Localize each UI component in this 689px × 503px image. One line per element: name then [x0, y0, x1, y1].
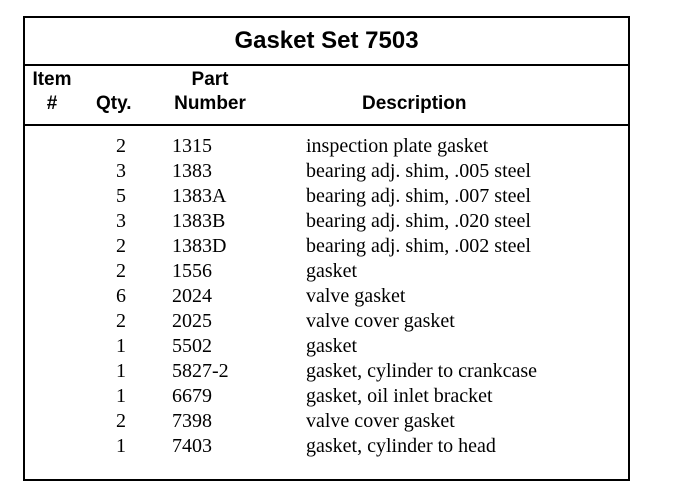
qty-cell: 2 [116, 135, 126, 157]
table-row [25, 184, 628, 209]
qty-cell: 5 [116, 185, 126, 207]
description-cell: valve gasket [306, 285, 406, 307]
header-qty: Qty. [96, 93, 132, 114]
header-part [165, 68, 255, 116]
table-row [25, 384, 628, 409]
qty-cell: 2 [116, 235, 126, 257]
description-cell: valve cover gasket [306, 410, 455, 432]
table-row [25, 134, 628, 159]
header-item [28, 68, 76, 116]
table-row [25, 284, 628, 309]
part-number-cell: 5502 [172, 335, 212, 357]
description-cell: valve cover gasket [306, 310, 455, 332]
qty-cell: 2 [116, 310, 126, 332]
description-cell: gasket [306, 335, 358, 357]
table-row [25, 159, 628, 184]
part-number-cell: 1383 [172, 160, 212, 182]
header-part-line1: Part [191, 69, 229, 90]
header-item-line2: # [46, 93, 58, 114]
part-number-cell: 7398 [172, 410, 212, 432]
description-cell: gasket, cylinder to head [306, 435, 496, 457]
table-body [25, 134, 628, 459]
qty-cell: 1 [116, 385, 126, 407]
qty-cell: 2 [116, 260, 126, 282]
part-number-cell: 1383D [172, 235, 227, 257]
table-row [25, 334, 628, 359]
description-cell: inspection plate gasket [306, 135, 489, 157]
header-description: Description [362, 93, 467, 114]
part-number-cell: 6679 [172, 385, 212, 407]
description-cell: bearing adj. shim, .005 steel [306, 160, 531, 182]
part-number-cell: 1315 [172, 135, 212, 157]
qty-cell: 3 [116, 160, 126, 182]
table-row [25, 434, 628, 459]
part-number-cell: 2025 [172, 310, 212, 332]
part-number-cell: 1556 [172, 260, 212, 282]
table-row [25, 259, 628, 284]
part-number-cell: 7403 [172, 435, 212, 457]
gasket-set-table [23, 16, 630, 481]
table-row [25, 309, 628, 334]
table-row [25, 409, 628, 434]
table-header [25, 66, 628, 126]
table-title: Gasket Set 7503 [25, 18, 628, 66]
description-cell: gasket, cylinder to crankcase [306, 360, 538, 382]
qty-cell: 3 [116, 210, 126, 232]
description-cell: bearing adj. shim, .002 steel [306, 235, 531, 257]
description-cell: bearing adj. shim, .020 steel [306, 210, 531, 232]
part-number-cell: 5827-2 [172, 360, 229, 382]
table-row [25, 234, 628, 259]
description-cell: bearing adj. shim, .007 steel [306, 185, 531, 207]
qty-cell: 1 [116, 435, 126, 457]
description-cell: gasket, oil inlet bracket [306, 385, 493, 407]
part-number-cell: 1383A [172, 185, 227, 207]
qty-cell: 1 [116, 335, 126, 357]
qty-cell: 6 [116, 285, 126, 307]
part-number-cell: 2024 [172, 285, 212, 307]
description-cell: gasket [306, 260, 358, 282]
header-part-line2: Number [174, 93, 246, 114]
header-item-line1: Item [32, 69, 72, 90]
part-number-cell: 1383B [172, 210, 226, 232]
qty-cell: 2 [116, 410, 126, 432]
table-row [25, 359, 628, 384]
qty-cell: 1 [116, 360, 126, 382]
table-row [25, 209, 628, 234]
